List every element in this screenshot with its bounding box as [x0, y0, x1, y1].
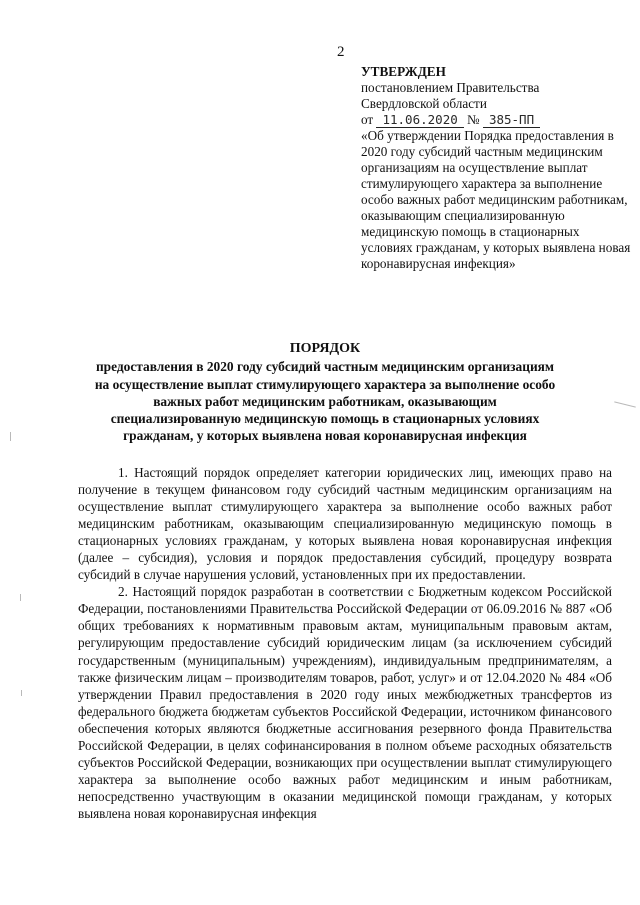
paragraph-2: 2. Настоящий порядок разработан в соответствии с Бюджетным кодексом Российской Федерации, постановлениями Правительства Российской Федерации от 06.09.2016 № 887 «Об общих требованиях к нормативным правовым актам, муниципальным правовым актам, регулирующим предоставление субсидий юридическим лицам (за исключением субсидий государственным (муниципальным) учреждениям), индивидуальным предпринимателям, а также физическим лицам – производителям товаров, работ, услуг» и от 12.04.2020 № 484 «Об утверждении Правил предоставления в 2020 году иных межбюджетных трансфертов из федерального бюджета бюджетам субъектов Российской Федерации, источником финансового обеспечения которых являются бюджетные ассигнования резервного фонда Правительства Российской Федерации, в целях софинансирования в полном объеме расходных обязательств субъектов Российской Федерации, возникающих при осуществлении выплат стимулирующего характера за выполнение особо важных работ медицинским и иным работникам, непосредственно участвующим в оказании медицинской помощи гражданам, у которых выявлена новая коронавирусная инфекция [78, 584, 612, 821]
paragraph-1: 1. Настоящий порядок определяет категории юридических лиц, имеющих право на получение в текущем финансовом году субсидий частным медицинским организациям на осуществление выплат стимулирующего характера за выполнение особо важных работ медицинским работникам, оказывающим специализированную медицинскую помощь в стационарных условиях гражданам, у которых выявлена новая коронавирусная инфекция (далее – субсидия), условия и порядок предоставления субсидий, процедуру возврата субсидий в случае нарушения условий, установленных при их предоставлении. [78, 465, 612, 583]
approval-authority: постановлением Правительства [361, 80, 540, 95]
document-body [78, 464, 612, 822]
approval-stamp-block [361, 64, 631, 272]
scan-mark-right [614, 401, 636, 407]
number-prefix: № [467, 112, 480, 127]
approval-date: 11.06.2020 [376, 112, 463, 128]
approval-date-number-line [361, 112, 631, 128]
scan-mark-left-top [10, 432, 11, 441]
date-prefix: от [361, 112, 374, 127]
page-number: 2 [337, 44, 345, 60]
approval-region: Свердловской области [361, 96, 487, 111]
approval-subject: «Об утверждении Порядка предоставления в 2020 году субсидий частным медицинским организациям на осуществление выплат стимулирующего характера за выполнение особо важных работ медицинским работникам, оказывающим специализированную медицинскую помощь в стационарных условиях гражданам, у которых выявлена новая коронавирусная инфекция» [361, 128, 631, 271]
title-heading: ПОРЯДОК [289, 341, 361, 356]
scan-mark-left-bottom [21, 690, 22, 696]
approved-label: УТВЕРЖДЕН [361, 64, 446, 79]
title-subtitle: предоставления в 2020 году субсидий частным медицинским организациям на осуществление выплат стимулирующего характера за выполнение особо важных работ медицинским работникам, оказывающим специализированную медицинскую помощь в стационарных условиях гражданам, у которых выявлена новая коронавирусная инфекция [94, 359, 556, 444]
approval-number: 385-ПП [483, 112, 540, 128]
scan-mark-left-mid [20, 594, 21, 601]
document-title [90, 340, 560, 445]
